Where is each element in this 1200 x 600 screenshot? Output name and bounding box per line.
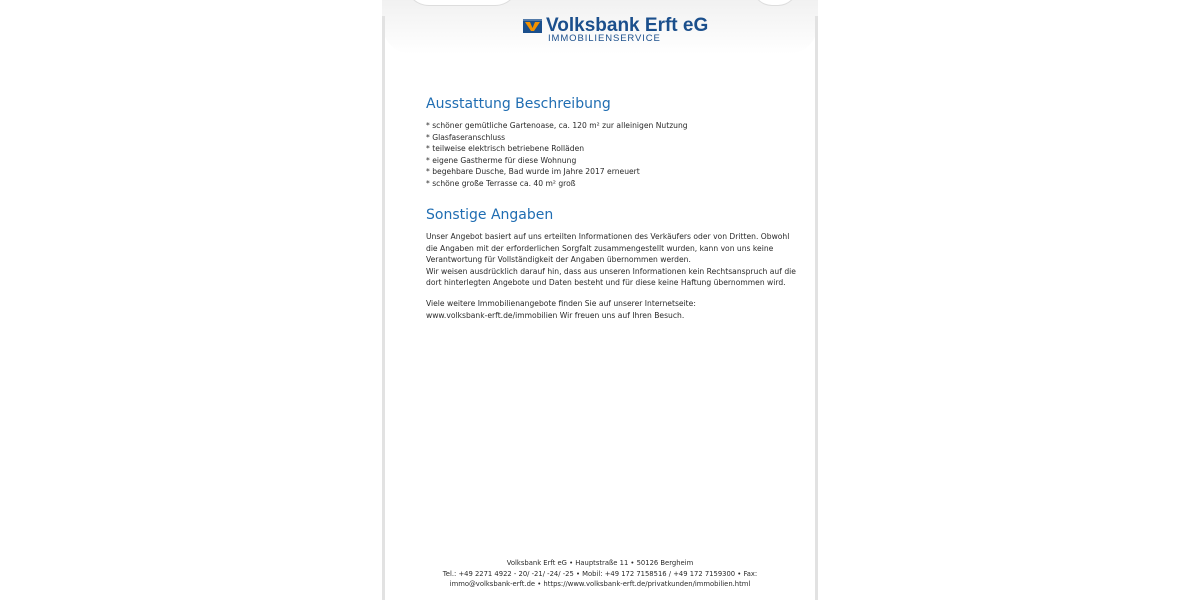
list-item: * teilweise elektrisch betriebene Rolläden (426, 144, 585, 154)
list-item: * begehbare Dusche, Bad wurde im Jahre 2017 erneuert (426, 167, 640, 177)
paragraph-line: Wir weisen ausdrücklich darauf hin, dass aus unseren Informationen kein Rechtsanspruch auf die (426, 266, 796, 276)
volksbank-logo-icon (523, 19, 542, 33)
paragraph-line: www.volksbank-erft.de/immobilien Wir freuen uns auf Ihren Besuch. (426, 310, 685, 320)
brand-subtitle: IMMOBILIENSERVICE (548, 33, 661, 44)
footer-address: Volksbank Erft eG • Hauptstraße 11 • 50126 Bergheim (506, 559, 694, 567)
website-paragraph (426, 298, 776, 321)
footer-contact: immo@volksbank-erft.de • https://www.volksbank-erft.de/privatkunden/immobilien.html (449, 580, 751, 588)
paragraph-line: dort hinterlegten Angebote und Daten besteht und für diese keine Haftung übernommen wird. (426, 278, 786, 288)
paragraph-line: Unser Angebot basiert auf uns erteilten Informationen des Verkäufers oder von Dritten. Obwohl (426, 232, 790, 241)
list-item: * eigene Gastherme für diese Wohnung (426, 155, 577, 165)
footer-phone: Tel.: +49 2271 4922 - 20/ -21/ -24/ -25 • Mobil: +49 172 7158516 / +49 172 7159300 • Fax: (442, 569, 758, 578)
list-item: * schöner gemütliche Gartenoase, ca. 120 m² zur alleinigen Nutzung (426, 121, 688, 130)
list-item: * Glasfaseranschluss (426, 132, 506, 142)
page-border-right (815, 16, 818, 600)
list-item: * schöne große Terrasse ca. 40 m² groß (426, 178, 576, 188)
disclaimer-paragraph (426, 231, 796, 289)
brand-name: Volksbank Erft eG (546, 15, 709, 36)
ausstattung-list (426, 120, 776, 190)
brand-logo (523, 15, 709, 46)
page-footer (430, 558, 770, 590)
paragraph-line: die Angaben mit der erforderlichen Sorgfalt zusammengestellt wurden, kann von uns keine (426, 243, 774, 253)
paragraph-line: Viele weitere Immobilienangebote finden Sie auf unserer Internetseite: (426, 299, 696, 308)
section-title-sonstige: Sonstige Angaben (426, 207, 554, 223)
paragraph-line: Verantwortung für Vollständigkeit der Angaben übernommen werden. (426, 255, 691, 265)
section-title-ausstattung: Ausstattung Beschreibung (426, 96, 611, 112)
page-border-left (382, 16, 385, 600)
